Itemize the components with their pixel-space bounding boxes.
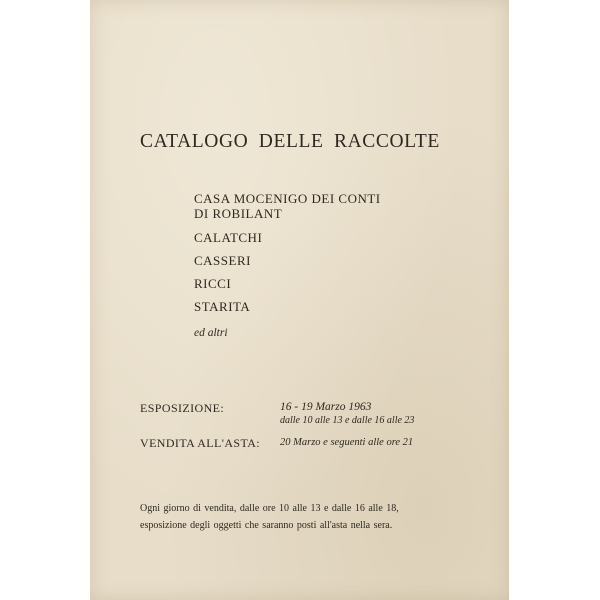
- exhibition-dates: 16 - 19 Marzo 1963: [280, 401, 372, 413]
- collection-item: DI ROBILANT: [194, 206, 283, 221]
- collection-item: CALATCHI: [194, 230, 263, 245]
- viewing-note-line: esposizione degli oggetti che saranno posti all'asta nella sera.: [140, 520, 393, 531]
- catalog-title: CATALOGO DELLE RACCOLTE: [140, 131, 440, 152]
- exhibition-hours: dalle 10 alle 13 e dalle 16 alle 23: [280, 415, 415, 426]
- exhibition-label: ESPOSIZIONE:: [140, 401, 225, 415]
- collection-item: CASSERI: [194, 253, 251, 268]
- catalog-page: [90, 0, 509, 600]
- collection-item: STARITA: [194, 299, 251, 314]
- auction-label: VENDITA ALL'ASTA:: [140, 436, 261, 450]
- others-note: ed altri: [194, 327, 228, 339]
- collection-item: CASA MOCENIGO DEI CONTI: [194, 191, 381, 206]
- viewing-note-line: Ogni giorno di vendita, dalle ore 10 alle 13 e dalle 16 alle 18,: [140, 503, 399, 514]
- auction-when: 20 Marzo e seguenti alle ore 21: [280, 437, 414, 448]
- collection-item: RICCI: [194, 276, 232, 291]
